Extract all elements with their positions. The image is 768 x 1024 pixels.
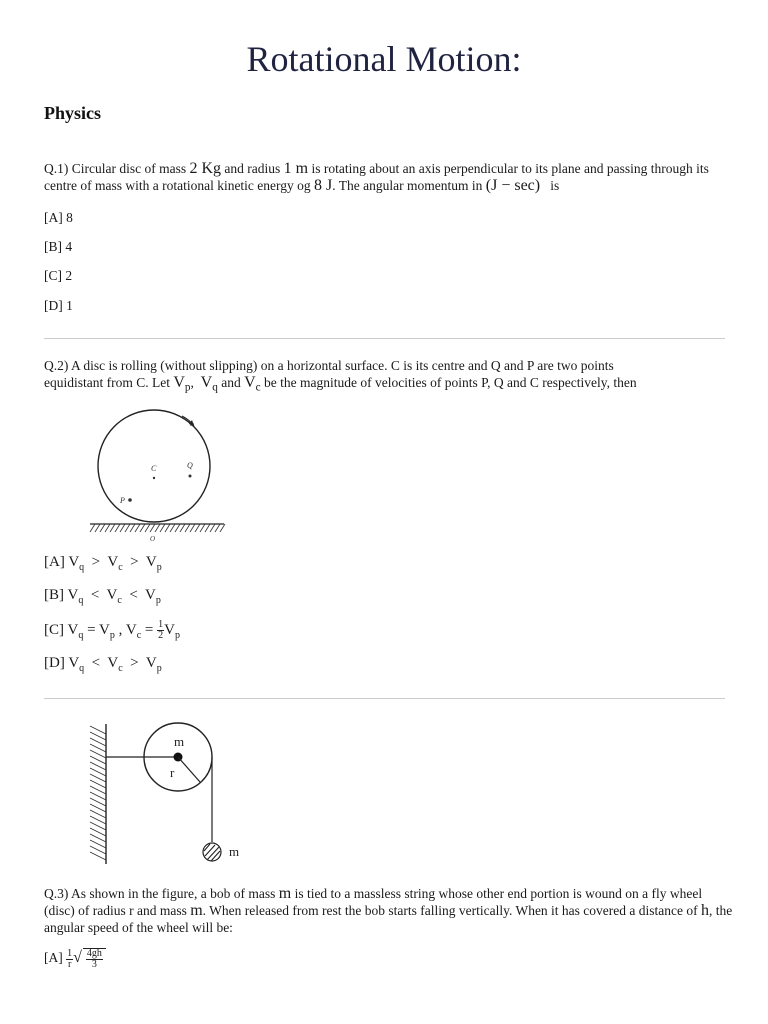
rolling-disc-figure: [86, 404, 246, 544]
option-label: [B]: [44, 587, 64, 603]
sub: c: [118, 562, 123, 573]
sqrt-icon: √: [73, 949, 82, 967]
q2-text: Q.2) A disc is rolling (without slipping) on a horizontal surface. C is its centre and Q and P are two points: [44, 358, 614, 373]
sub: p: [155, 595, 161, 606]
var: V: [99, 621, 110, 638]
q2-option-b: [44, 587, 161, 606]
disc-mass-label: m: [174, 734, 185, 749]
q2-option-a: [44, 554, 162, 573]
q3-text: . When released from rest the bob starts falling vertically. When it has covered a distance of: [202, 903, 701, 918]
q3-var: m: [278, 885, 292, 902]
sub: q: [78, 629, 84, 641]
q1-text: . The angular momentum in: [332, 178, 486, 193]
q1-text: is rotating about an axis perpendicular to its plane and passing through its centre of mass with a rotational kinetic energy og: [44, 161, 709, 193]
point-q-label: Q: [187, 461, 193, 470]
divider: [44, 698, 725, 699]
q3-text: Q.3) As shown in the figure, a bob of mass: [44, 886, 279, 901]
q1-text: Q.1) Circular disc of mass: [44, 161, 190, 176]
var: V: [67, 621, 79, 638]
sub: p: [156, 663, 162, 674]
point-o-label: O: [150, 535, 156, 543]
var: V: [145, 655, 157, 671]
q3-text: is tied to a massless string whose other end portion is wound on a fly wheel (disc) of radius r and mass: [44, 886, 703, 918]
sub: q: [78, 595, 84, 606]
q2-text: equidistant from C. Let: [44, 375, 174, 390]
q1-unit: (J − sec): [485, 177, 541, 194]
sub: c: [118, 663, 123, 674]
radius-label: r: [170, 765, 175, 780]
sub: c: [136, 629, 142, 641]
op: <: [129, 587, 138, 603]
bob-mass-label: m: [229, 844, 240, 859]
sub: p: [109, 629, 115, 641]
q1-mass: 2 Kg: [189, 160, 222, 177]
op: <: [91, 655, 101, 671]
var: V: [106, 587, 118, 603]
q3-var: m: [190, 902, 203, 919]
op: <: [90, 587, 100, 603]
op: >: [130, 655, 139, 671]
option-label: [D]: [44, 655, 65, 671]
q3-option-a: [44, 948, 106, 970]
point-c-label: C: [151, 464, 157, 473]
divider: [44, 338, 725, 339]
omega-label: ω: [190, 422, 195, 428]
fraction-one-over-r: $\frac{1}{r}$: [67, 947, 73, 970]
q1-option-c: [C] 2: [44, 268, 73, 283]
sub: q: [79, 562, 85, 573]
q2-var: V: [173, 374, 185, 391]
q1-energy: 8 J: [314, 177, 333, 194]
flywheel-figure: [88, 718, 268, 868]
q2-sub: q: [212, 381, 218, 394]
q2-text: be the magnitude of velocities of points P, Q and C respectively, then: [260, 375, 637, 390]
var: V: [164, 621, 175, 638]
var: V: [107, 554, 119, 570]
q2-var: V: [200, 374, 213, 391]
op: =: [87, 621, 96, 638]
q1-option-a: [A] 8: [44, 210, 73, 225]
op: =: [144, 621, 154, 638]
q2-option-d: [44, 655, 162, 674]
q2-text: and: [217, 375, 245, 390]
sub: c: [117, 595, 122, 606]
q2-sub: c: [255, 381, 261, 394]
var: V: [145, 587, 156, 603]
op: >: [91, 554, 101, 570]
q1-option-d: [D] 1: [44, 298, 73, 313]
sep: ,: [118, 621, 123, 638]
q1-text: and radius: [221, 161, 284, 176]
var: V: [125, 621, 137, 638]
question-2: [44, 357, 734, 397]
q2-option-c: [44, 620, 180, 641]
option-label: [A]: [44, 554, 65, 570]
fraction-half: $\frac{1}{2}$: [158, 619, 164, 641]
var: V: [67, 587, 79, 603]
var: V: [107, 655, 119, 671]
q1-radius: 1 m: [283, 160, 309, 177]
sub: q: [79, 663, 85, 674]
q1-option-b: [B] 4: [44, 239, 73, 254]
var: V: [68, 655, 80, 671]
op: >: [130, 554, 139, 570]
fraction-4gh-over-3: $\frac{4gh}{3}$: [83, 948, 106, 970]
sub: p: [174, 629, 180, 641]
option-label: [C]: [44, 621, 64, 638]
sub: p: [156, 562, 162, 573]
page-title: Rotational Motion:: [246, 39, 522, 79]
subject-heading: Physics: [44, 103, 102, 123]
q3-var: h: [701, 902, 709, 919]
question-3: [44, 885, 734, 936]
q1-text: is: [550, 178, 560, 193]
q2-var: V: [244, 374, 256, 391]
question-1: [44, 160, 734, 194]
point-p-label: P: [120, 496, 125, 505]
q2-sep: ,: [190, 375, 194, 390]
var: V: [68, 554, 80, 570]
var: V: [145, 554, 157, 570]
option-label: [A]: [44, 950, 63, 966]
q3-text: , the angular speed of the wheel will be:: [44, 903, 733, 935]
q2-sub: p: [184, 381, 191, 394]
